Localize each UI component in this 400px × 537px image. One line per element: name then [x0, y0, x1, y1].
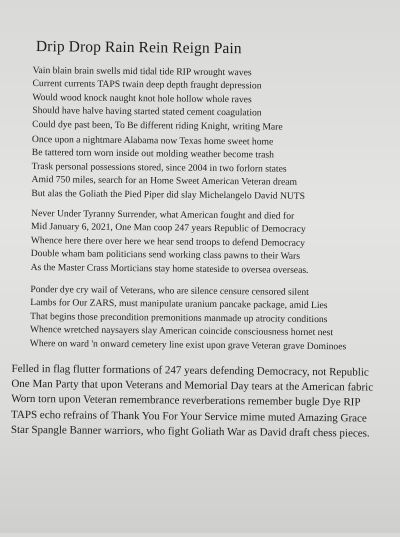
poem-line: Would wood knock naught knot hole hollow whole raves	[32, 91, 252, 106]
poem-line: Felled in flag flutter formations of 247 years defending Democracy, not Republic	[11, 362, 369, 379]
stanza-3	[31, 207, 310, 277]
poem-line: Never Under Tyranny Surrender, what American fought and died for	[31, 208, 295, 222]
poem-line: Be tattered torn worn inside out molding weather become trash	[31, 147, 275, 161]
poem-line: But alas the Goliath the Pied Piper did slay Michelangelo David NUTS	[31, 187, 306, 202]
poem-line: Vain blain brain swells mid tidal tide RIP wrought waves	[32, 65, 252, 79]
poem-line: Once upon a nightmare Alabama now Texas home sweet home	[31, 134, 274, 148]
poem-line: Trask personal possessions stored, since 2004 in two forlorn states	[31, 160, 287, 175]
stanza-1	[32, 64, 283, 134]
poem-line: Could dye past been, To Be different riding Knight, writing Mare	[32, 118, 283, 133]
stanza-2	[31, 133, 305, 203]
poem-line: Should have halve having started stated cement coagulation	[32, 105, 262, 119]
poem-line: Amid 750 miles, search for an Home Sweet American Veteran dream	[31, 174, 298, 189]
poem-line: Double wham bam politicians send working class pawns to their Wars	[30, 248, 301, 263]
poem-line: Current currents TAPS twain deep depth fraught depression	[32, 78, 262, 92]
poem-title: Drip Drop Rain Rein Reign Pain	[35, 38, 242, 58]
poem-line: Star Spangle Banner warriors, who fight Goliath War as David draft chess pieces.	[10, 423, 370, 440]
poem-line: As the Master Crass Morticians stay home stateside to oversea overseas.	[30, 261, 309, 276]
poem-line: Mid January 6, 2021, One Man coop 247 years Republic of Democracy	[30, 221, 306, 236]
poem-line: Lambs for Our ZARS, must manipulate uranium pancake package, amid Lies	[30, 297, 328, 312]
poem-line: Where on ward 'n onward cemetery line exist upon grave Veteran grave Dominoes	[29, 337, 347, 352]
poem-line: Worn torn upon Veteran remembrance reverberations remember bugle Dye RIP	[11, 393, 361, 409]
poem-line: Whence here there over here we hear send troops to defend Democracy	[30, 234, 306, 249]
poem-line: TAPS echo refrains of Thank You For Your Service mime muted Amazing Grace	[11, 408, 367, 425]
poem-line: Ponder dye cry wail of Veterans, who are silence censure censored silent	[30, 284, 309, 298]
poem-line: That begins those precondition premonitions manmade up atrocity conditions	[30, 310, 328, 325]
stanza-4	[30, 283, 347, 353]
poem-line: One Man Party that upon Veterans and Memorial Day tears at the American fabric	[11, 378, 374, 394]
poem-line: Whence wretched naysayers slay American coincide consciousness hornet nest	[29, 324, 334, 339]
stanza-5	[11, 362, 374, 442]
